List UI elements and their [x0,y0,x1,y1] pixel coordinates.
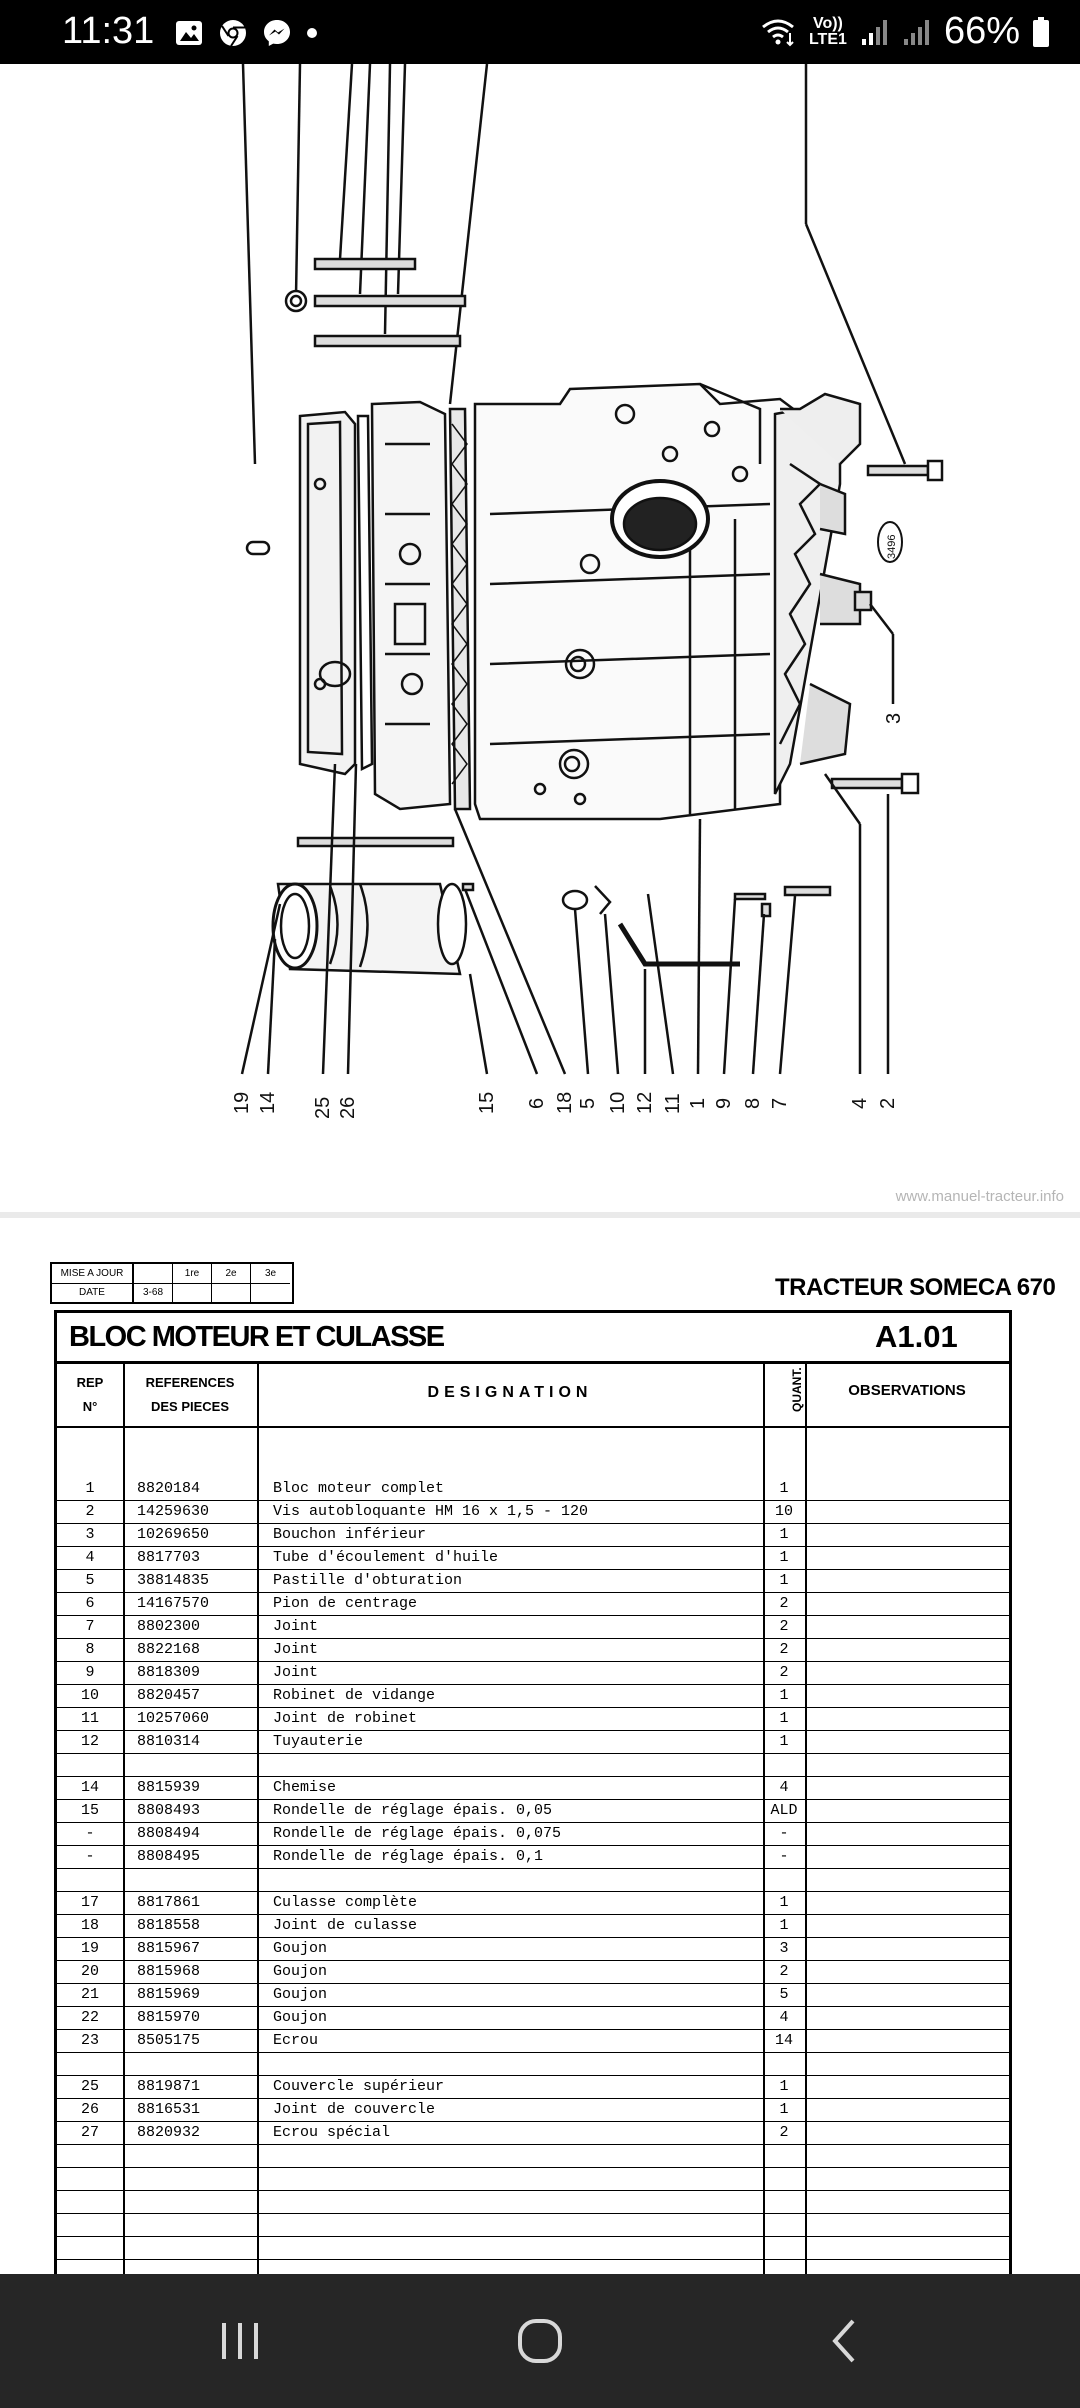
home-icon [516,2317,564,2365]
parts-list-page [0,1218,1080,2274]
cell-ref: 8817861 [137,1894,201,1911]
update-cell-blank [173,1283,212,1302]
cell-ref: 38814835 [137,1572,210,1589]
cell-ref: 8808493 [137,1802,201,1819]
cell-designation: Couvercle supérieur [273,2078,445,2095]
chrome-icon [218,18,248,48]
cell-rep: 3 [85,1526,95,1543]
back-button[interactable] [805,2308,885,2374]
table-row [57,1822,1009,1846]
callout-15: 15 [476,1091,498,1114]
cell-ref: 8808494 [137,1825,201,1842]
cell-ref: 8802300 [137,1618,201,1635]
table-row [57,1891,1009,1915]
cell-rep: 21 [80,1986,99,2003]
cell-designation: Joint de culasse [273,1917,418,1934]
header-rep-line2: N° [82,1399,98,1414]
callout-4: 4 [849,1097,871,1109]
gallery-icon [174,19,204,47]
cell-ref: 8818558 [137,1917,201,1934]
cell-qty: - [779,1848,789,1865]
cell-ref: 8820184 [137,1480,201,1497]
cell-qty: 2 [779,1641,789,1658]
callout-10: 10 [607,1091,629,1114]
table-row-blank [57,2167,1009,2191]
cell-qty: 1 [779,1710,789,1727]
callout-6: 6 [526,1097,548,1109]
cell-qty: 4 [779,2009,789,2026]
cell-rep: 18 [80,1917,99,1934]
cell-ref: 8816531 [137,2101,201,2118]
table-row [57,1546,1009,1570]
home-button[interactable] [500,2308,580,2374]
table-row-blank [57,2236,1009,2260]
header-ref [123,1364,257,1426]
cell-rep: 15 [80,1802,99,1819]
signal-icon-2 [902,17,932,47]
cell-rep: 2 [85,1503,95,1520]
exploded-view-diagram [0,64,1080,1214]
table-row [57,1960,1009,1984]
cell-rep: 23 [80,2032,99,2049]
cell-ref: 14259630 [137,1503,210,1520]
table-row [57,1914,1009,1938]
cell-ref: 8808495 [137,1848,201,1865]
cell-rep: 22 [80,2009,99,2026]
callout-11: 11 [662,1093,684,1114]
messenger-icon [262,18,292,48]
cell-qty: 1 [779,1549,789,1566]
cell-ref: 8817703 [137,1549,201,1566]
cell-ref: 8810314 [137,1733,201,1750]
cell-designation: Goujon [273,1963,328,1980]
cell-designation: Joint [273,1618,319,1635]
cell-qty: 1 [779,1917,789,1934]
cell-rep: 6 [85,1595,95,1612]
header-rep [57,1364,123,1426]
cell-qty: 1 [779,2078,789,2095]
table-row [57,1500,1009,1524]
cell-designation: Pastille d'obturation [273,1572,463,1589]
table-row [57,1776,1009,1800]
table-row-blank [57,2144,1009,2168]
cell-qty: 2 [779,1618,789,1635]
cell-rep: 10 [80,1687,99,1704]
cell-rep: 8 [85,1641,95,1658]
cell-qty: 10 [774,1503,793,1520]
table-row [57,2075,1009,2099]
callout-1: 1 [687,1097,709,1109]
header-designation: DESIGNATION [427,1384,593,1401]
cell-designation: Pion de centrage [273,1595,418,1612]
callout-9: 9 [713,1097,735,1109]
callout-8: 8 [742,1097,764,1109]
table-row [57,1707,1009,1731]
section-code: A1.01 [875,1319,958,1354]
update-label: MISE A JOUR [52,1264,134,1284]
update-box [50,1262,294,1304]
cell-rep: - [85,1848,95,1865]
cell-ref: 10257060 [137,1710,210,1727]
cell-designation: Bouchon inférieur [273,1526,427,1543]
cell-qty: 1 [779,1526,789,1543]
cell-qty: 2 [779,1963,789,1980]
cell-rep: 12 [80,1733,99,1750]
update-cell-blank [134,1264,173,1284]
callout-18: 18 [554,1091,576,1114]
cell-designation: Rondelle de réglage épais. 0,05 [273,1802,553,1819]
cell-rep: 1 [85,1480,95,1497]
battery-percent: 66% [943,10,1020,52]
table-row [57,1937,1009,1961]
cell-designation: Joint [273,1664,319,1681]
tractor-title: TRACTEUR SOMECA 670 [775,1274,1056,1301]
callout-19: 19 [231,1091,253,1114]
table-row-blank [57,2259,1009,2274]
stamp-label: 3496 [886,534,898,559]
header-quant [763,1364,805,1426]
cell-designation: Vis autobloquante HM 16 x 1,5 - 120 [273,1503,589,1520]
cell-designation: Joint [273,1641,319,1658]
callout-12: 12 [634,1091,656,1114]
callout-7: 7 [769,1097,791,1109]
cell-designation: Goujon [273,1986,328,2003]
cell-ref: 8505175 [137,2032,201,2049]
cell-rep: 5 [85,1572,95,1589]
table-row [57,2006,1009,2030]
parts-table-frame [54,1310,1012,2274]
header-ref-line2: DES PIECES [150,1399,230,1414]
callout-5: 5 [577,1097,599,1109]
status-bar [0,0,1080,64]
table-row-blank [57,2213,1009,2237]
table-row [57,1477,1009,1501]
cell-rep: 20 [80,1963,99,1980]
callout-25: 25 [312,1096,334,1119]
cell-ref: 10269650 [137,1526,210,1543]
table-row [57,1523,1009,1547]
table-header [57,1364,1009,1428]
table-row [57,2121,1009,2145]
cell-designation: Culasse complète [273,1894,418,1911]
callout-2: 2 [877,1097,899,1109]
engine-block-drawing [0,64,1080,1214]
cell-designation: Joint de robinet [273,1710,418,1727]
cell-rep: 27 [80,2124,99,2141]
callout-26: 26 [337,1096,359,1119]
cell-designation: Goujon [273,1940,328,1957]
cell-designation: Ecrou [273,2032,319,2049]
table-row [57,1592,1009,1616]
cell-designation: Tuyauterie [273,1733,364,1750]
cell-ref: 8815968 [137,1963,201,1980]
table-row [57,1868,1009,1892]
cell-qty: 5 [779,1986,789,2003]
cell-designation: Bloc moteur complet [273,1480,445,1497]
cell-ref: 8822168 [137,1641,201,1658]
cell-qty: 2 [779,2124,789,2141]
cell-rep: 9 [85,1664,95,1681]
update-col-3: 3e [251,1264,290,1284]
cell-designation: Chemise [273,1779,337,1796]
watermark-text: www.manuel-tracteur.info [895,1188,1064,1205]
table-row [57,1983,1009,2007]
update-cell-blank [212,1283,251,1302]
battery-icon [1032,16,1050,48]
cell-ref: 8818309 [137,1664,201,1681]
cell-rep: 25 [80,2078,99,2095]
back-icon [825,2317,865,2365]
cell-designation: Goujon [273,2009,328,2026]
header-quant-label: QUANT. [790,1367,804,1412]
cell-rep: 7 [85,1618,95,1635]
date-value: 3-68 [134,1283,173,1302]
navigation-bar [0,2274,1080,2408]
recents-icon [218,2319,262,2363]
cell-rep: 14 [80,1779,99,1796]
cell-ref: 14167570 [137,1595,210,1612]
cell-designation: Robinet de vidange [273,1687,436,1704]
signal-icon-1 [860,17,890,47]
section-title: BLOC MOTEUR ET CULASSE [69,1321,444,1353]
table-row [57,2098,1009,2122]
table-row [57,2052,1009,2076]
cell-ref: 8819871 [137,2078,201,2095]
cell-ref: 8815969 [137,1986,201,2003]
cell-ref: 8815967 [137,1940,201,1957]
more-notifications-icon [306,27,318,39]
cell-rep: 11 [80,1710,99,1727]
stamp [878,522,902,562]
cell-designation: Joint de couvercle [273,2101,436,2118]
header-observations: OBSERVATIONS [848,1382,966,1399]
cell-designation: Ecrou spécial [273,2124,391,2141]
update-col-1: 1re [173,1264,212,1284]
clock: 11:31 [62,10,155,52]
cell-qty: 4 [779,1779,789,1796]
cell-ref: 8815939 [137,1779,201,1796]
cell-rep: 19 [80,1940,99,1957]
status-right [760,10,1050,53]
header-ref-line1: REFERENCES [145,1375,235,1390]
table-row [57,1615,1009,1639]
table-row [57,1661,1009,1685]
cell-qty: 14 [774,2032,793,2049]
recents-button[interactable] [200,2308,280,2374]
date-label: DATE [52,1283,134,1302]
cell-designation: Rondelle de réglage épais. 0,075 [273,1825,562,1842]
table-row [57,1638,1009,1662]
table-row [57,1753,1009,1777]
callout-14: 14 [257,1091,279,1114]
wifi-icon [760,17,796,47]
cell-ref: 8815970 [137,2009,201,2026]
table-row [57,1799,1009,1823]
cell-qty: 1 [779,1480,789,1497]
table-row [57,1569,1009,1593]
cell-rep: 4 [85,1549,95,1566]
callout-3: 3 [883,712,905,724]
table-row [57,1684,1009,1708]
cell-designation: Rondelle de réglage épais. 0,1 [273,1848,544,1865]
cell-qty: 2 [779,1664,789,1681]
cell-qty: 1 [779,1894,789,1911]
cell-qty: 1 [779,1733,789,1750]
cell-qty: - [779,1825,789,1842]
notification-icons [174,18,318,48]
cell-designation: Tube d'écoulement d'huile [273,1549,499,1566]
cell-rep: - [85,1825,95,1842]
table-row [57,1730,1009,1754]
update-col-2: 2e [212,1264,251,1284]
cell-qty: 2 [779,1595,789,1612]
table-row [57,1845,1009,1869]
cell-ref: 8820932 [137,2124,201,2141]
cell-qty: 1 [779,1572,789,1589]
network-label: Vo)) LTE1 [808,14,847,48]
header-rep-line1: REP [76,1375,104,1390]
cell-rep: 17 [80,1894,99,1911]
cell-qty: 3 [779,1940,789,1957]
cell-rep: 26 [80,2101,99,2118]
cell-qty: 1 [779,1687,789,1704]
cell-ref: 8820457 [137,1687,201,1704]
table-row-blank [57,2190,1009,2214]
cell-qty: ALD [770,1802,798,1819]
cell-qty: 1 [779,2101,789,2118]
table-row [57,2029,1009,2053]
